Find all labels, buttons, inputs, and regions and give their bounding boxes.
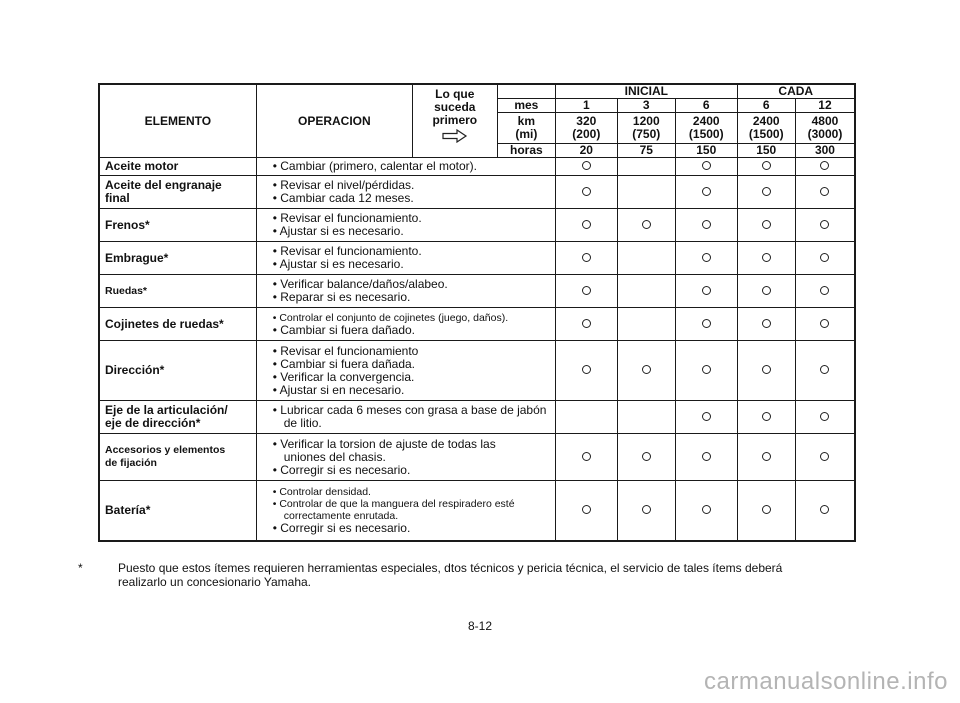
table-row [99,176,855,209]
interval-cell [737,158,795,176]
operation-cell [256,275,555,308]
footnote-line-2: realizarlo un concesionario Yamaha. [118,575,312,589]
table-row [99,209,855,242]
operation-item [262,404,550,430]
header-month: 1 [556,99,617,113]
km-value: 2400 [692,114,720,128]
check-circle-icon [820,505,829,514]
mi-value: (1500) [688,127,724,141]
interval-cell [617,275,675,308]
interval-cell [737,242,795,275]
interval-cell [617,401,675,434]
check-circle-icon [820,365,829,374]
interval-cell [556,176,617,209]
interval-cell [617,341,675,401]
operation-line: • Corregir si es necesario. [272,520,411,535]
operation-item [262,522,550,535]
interval-cell [737,176,795,209]
element-cell [99,341,256,401]
interval-cell [617,481,675,541]
check-circle-icon [820,220,829,229]
footnote-line-1: Puesto que estos ítemes requieren herramientas especiales, dtos técnicos y pericia técnica, el servicio de tales ítems deberá [118,561,783,575]
element-name-line: Cojinetes de ruedas* [105,316,224,331]
operation-line: • Corregir si es necesario. [272,462,411,477]
header-month: 12 [795,99,855,113]
check-circle-icon [762,220,771,229]
km-value: 4800 [811,114,839,128]
operation-cell [256,209,555,242]
operation-cell [256,242,555,275]
operation-line: • Revisar el funcionamiento [272,343,419,358]
element-name-line: Embrague* [105,250,169,265]
operation-cell [256,481,555,541]
element-cell [99,176,256,209]
operation-cell [256,341,555,401]
check-circle-icon [820,286,829,295]
check-circle-icon [762,505,771,514]
header-cada: CADA [737,84,855,99]
element-name-line: Accesorios y elementos [105,444,226,456]
interval-cell [737,275,795,308]
interval-cell [795,176,855,209]
operation-line: • Controlar de que la manguera del respiradero esté [272,497,515,510]
interval-cell [676,434,738,481]
operation-line: • Verificar balance/daños/alabeo. [272,277,448,291]
interval-cell [737,401,795,434]
element-name-line: eje de dirección* [105,416,201,430]
interval-cell [676,308,738,341]
interval-cell [556,209,617,242]
mi-value: (200) [572,127,601,141]
interval-cell [617,434,675,481]
operation-line: • Controlar densidad. [272,485,371,498]
operation-item [262,345,550,358]
table-row [99,401,855,434]
header-operacion: OPERACION [256,84,412,158]
operation-cell [256,158,555,176]
operation-line: • Cambiar si fuera dañada. [272,356,416,371]
check-circle-icon [762,286,771,295]
table-row [99,158,855,176]
header-horas-label: horas [497,144,555,158]
header-km-value [676,113,738,144]
interval-cell [795,209,855,242]
interval-cell [556,341,617,401]
table-row [99,308,855,341]
operation-line: • Reparar si es necesario. [272,290,411,304]
operation-line: • Ajustar si es necesario. [272,224,404,238]
interval-cell [737,434,795,481]
interval-cell [556,158,617,176]
header-km-label [497,113,555,144]
check-circle-icon [582,286,591,295]
check-circle-icon [702,505,711,514]
interval-cell [795,275,855,308]
header-km-value [795,113,855,144]
element-name-line: de fijación [105,457,157,469]
operation-line: de litio. [283,416,322,430]
header-km-value [617,113,675,144]
header-elemento: ELEMENTO [99,84,256,158]
table-row [99,434,855,481]
table-row [99,242,855,275]
operation-item [262,486,550,498]
check-circle-icon [762,319,771,328]
check-circle-icon [702,286,711,295]
operation-item [262,160,550,173]
header-km-value [737,113,795,144]
operation-line: • Cambiar (primero, calentar el motor). [272,159,477,173]
header-lo-que-line: Lo que [435,87,475,101]
footnote [78,561,858,589]
check-circle-icon [582,253,591,262]
element-cell [99,242,256,275]
operation-line: • Revisar el nivel/pérdidas. [272,178,415,192]
interval-cell [617,308,675,341]
check-circle-icon [582,505,591,514]
header-month: 3 [617,99,675,113]
operation-cell [256,308,555,341]
check-circle-icon [582,365,591,374]
check-circle-icon [820,452,829,461]
interval-cell [617,242,675,275]
element-name-line: Eje de la articulación/ [105,403,228,417]
check-circle-icon [582,319,591,328]
page-number: 8-12 [467,619,493,633]
check-circle-icon [642,452,651,461]
operation-line: • Ajustar si en necesario. [272,382,405,397]
operation-cell [256,176,555,209]
element-name-line: Batería* [105,502,151,517]
header-hours: 75 [617,144,675,158]
interval-cell [676,341,738,401]
footnote-star: * [78,561,83,575]
check-circle-icon [820,412,829,421]
check-circle-icon [702,452,711,461]
operation-item [262,498,550,522]
operation-cell [256,434,555,481]
interval-cell [795,434,855,481]
check-circle-icon [702,319,711,328]
operation-line: • Verificar la torsion de ajuste de todas las [272,436,496,451]
interval-cell [795,158,855,176]
check-circle-icon [702,412,711,421]
operation-cell [256,401,555,434]
header-empty-cell [497,84,555,99]
operation-item [262,324,550,337]
operation-item [262,225,550,238]
interval-cell [676,275,738,308]
interval-cell [795,401,855,434]
header-inicial: INICIAL [556,84,737,99]
check-circle-icon [642,505,651,514]
operation-item [262,464,550,477]
header-mes-label: mes [497,99,555,113]
interval-cell [556,242,617,275]
header-hours: 150 [737,144,795,158]
check-circle-icon [762,365,771,374]
interval-cell [617,158,675,176]
element-cell [99,401,256,434]
operation-line: • Cambiar cada 12 meses. [272,191,414,205]
table-row [99,481,855,541]
arrow-right-icon [442,129,468,143]
interval-cell [795,308,855,341]
mi-value: (750) [632,127,661,141]
check-circle-icon [702,365,711,374]
maintenance-table-container [98,83,856,542]
check-circle-icon [582,161,591,170]
interval-cell [795,341,855,401]
interval-cell [676,401,738,434]
interval-cell [795,481,855,541]
header-hours: 300 [795,144,855,158]
maintenance-table [98,83,856,542]
interval-cell [676,209,738,242]
check-circle-icon [762,187,771,196]
element-name-line: Aceite del engranaje [105,178,222,192]
operation-item [262,291,550,304]
operation-line: uniones del chasis. [283,449,386,464]
interval-cell [737,209,795,242]
operation-item [262,312,550,324]
check-circle-icon [702,161,711,170]
operation-item [262,384,550,397]
check-circle-icon [702,187,711,196]
operation-item [262,371,550,384]
operation-line: • Verificar la convergencia. [272,369,415,384]
operation-line: • Cambiar si fuera dañado. [272,322,416,337]
check-circle-icon [582,187,591,196]
header-suceda-line: suceda [434,100,476,114]
operation-item [262,358,550,371]
interval-cell [737,481,795,541]
operation-item [262,258,550,271]
interval-cell [556,308,617,341]
header-month: 6 [676,99,738,113]
operation-line: • Lubricar cada 6 meses con grasa a base de jabón [272,403,547,417]
check-circle-icon [762,412,771,421]
header-km-line: km [517,114,535,128]
operation-line: correctamente enrutada. [283,509,399,522]
operation-item [262,438,550,464]
operation-line: • Ajustar si es necesario. [272,257,404,271]
interval-cell [556,401,617,434]
km-value: 1200 [632,114,660,128]
element-cell [99,481,256,541]
check-circle-icon [582,452,591,461]
check-circle-icon [702,253,711,262]
element-cell [99,275,256,308]
interval-cell [737,341,795,401]
mi-value: (3000) [807,127,843,141]
operation-line: • Revisar el funcionamiento. [272,244,422,258]
header-primero-line: primero [432,113,478,127]
interval-cell [617,176,675,209]
element-cell [99,308,256,341]
check-circle-icon [582,220,591,229]
element-cell [99,209,256,242]
check-circle-icon [702,220,711,229]
check-circle-icon [762,253,771,262]
check-circle-icon [762,161,771,170]
element-name-line: Ruedas* [105,284,148,297]
check-circle-icon [642,220,651,229]
header-km-value [556,113,617,144]
operation-line: • Controlar el conjunto de cojinetes (juego, daños). [272,311,509,324]
element-name-line: final [105,191,130,205]
operation-line: • Revisar el funcionamiento. [272,211,422,225]
interval-cell [737,308,795,341]
interval-cell [556,275,617,308]
table-row [99,275,855,308]
km-value: 320 [576,114,597,128]
operation-item [262,192,550,205]
interval-cell [676,176,738,209]
element-cell [99,158,256,176]
check-circle-icon [820,253,829,262]
interval-cell [795,242,855,275]
header-month: 6 [737,99,795,113]
interval-cell [556,481,617,541]
interval-cell [556,434,617,481]
header-hours: 150 [676,144,738,158]
interval-cell [676,158,738,176]
element-name-line: Aceite motor [105,159,179,173]
maintenance-table-body [99,158,855,541]
header-lo-que-suceda [412,84,497,158]
check-circle-icon [820,161,829,170]
interval-cell [617,209,675,242]
element-name-line: Dirección* [105,363,165,377]
header-mi-line: (mi) [515,127,538,141]
check-circle-icon [762,452,771,461]
header-hours: 20 [556,144,617,158]
km-value: 2400 [752,114,780,128]
table-row [99,341,855,401]
check-circle-icon [642,365,651,374]
interval-cell [676,481,738,541]
mi-value: (1500) [748,127,784,141]
element-cell [99,434,256,481]
interval-cell [676,242,738,275]
check-circle-icon [820,319,829,328]
watermark: carmanualsonline.info [704,668,948,695]
element-name-line: Frenos* [105,217,150,232]
check-circle-icon [820,187,829,196]
